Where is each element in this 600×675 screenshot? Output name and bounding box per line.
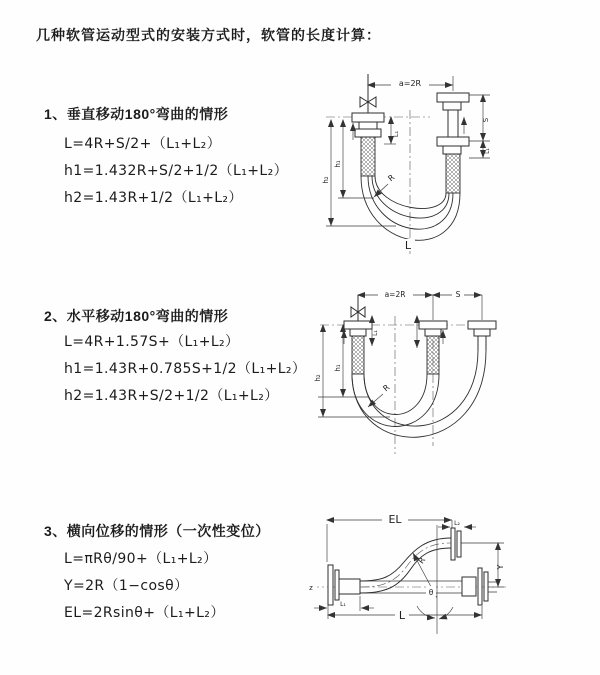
u-bend-hose [361, 176, 460, 240]
length-label: L [404, 239, 412, 252]
radius-leader [374, 173, 397, 197]
dim-l1 [314, 596, 374, 611]
dim-label-l: L [398, 609, 406, 622]
page-title: 几种软管运动型式的安装方式时，软管的长度计算： [36, 27, 381, 43]
valve-icon [351, 295, 365, 321]
angle-theta [417, 586, 453, 619]
s-curve-hose [360, 538, 451, 593]
dim-l1-left [384, 117, 400, 144]
angle-label: θ [428, 588, 434, 597]
braided-hose-section [446, 154, 460, 193]
dim-l2 [438, 520, 476, 527]
dim-label-l1: L₁ [484, 148, 491, 154]
radius-label: R [386, 172, 397, 184]
dim-label-s: S [455, 290, 461, 299]
section3-heading: 3、横向位移的情形（一次性变位） [44, 523, 270, 539]
middle-pipe-fitting [419, 321, 447, 374]
section3-formulas [64, 546, 225, 627]
section2-formulas [64, 329, 306, 410]
formula-line: L=4R+1.57S+（L₁+L₂） [64, 334, 240, 350]
formula-line: EL=2Rsinθ+（L₁+L₂） [64, 605, 225, 621]
axis-mark: z [309, 584, 313, 592]
dim-s [469, 95, 491, 158]
dim-label-l2: L₂ [454, 520, 460, 527]
u-bend-hose [352, 350, 486, 437]
right-pipe-fitting [437, 93, 469, 193]
dim-l1-left [372, 316, 379, 346]
radius-label: R [416, 555, 428, 566]
left-flange [328, 565, 360, 605]
dim-label-l1: L₁ [340, 601, 346, 608]
left-pipe-fitting [352, 113, 384, 176]
dim-label-s: S [482, 117, 490, 123]
section1-heading: 1、垂直移动180°弯曲的情形 [44, 106, 229, 122]
dim-label-l1: L₁ [372, 330, 379, 336]
formula-line: h1=1.43R+0.785S+1/2（L₁+L₂） [64, 361, 307, 377]
dim-s [433, 289, 482, 299]
dim-label-a2r: a=2R [384, 290, 406, 299]
dim-label-h2: h₂ [314, 374, 322, 382]
formula-line: Y=2R（1−cosθ） [64, 578, 189, 594]
right-pipe-fitting [468, 321, 496, 350]
dim-label-a2r: a=2R [398, 79, 422, 88]
braided-hose-section [352, 336, 364, 374]
left-pipe-fitting [344, 321, 372, 374]
dim-label-h1: h₁ [334, 364, 342, 372]
dim-el [327, 512, 452, 562]
dim-l [328, 605, 482, 622]
diagram-horizontal-180-bend [310, 286, 600, 458]
section1-formulas [64, 131, 288, 212]
braided-hose-section [427, 336, 439, 374]
dim-label-l1: L₁ [392, 130, 400, 138]
dim-a2r [368, 76, 453, 91]
dim-label-el: EL [388, 513, 402, 526]
dim-label-h1: h₁ [334, 160, 342, 168]
dim-label-y: Y [496, 564, 505, 570]
formula-line: h2=1.43R+1/2（L₁+L₂） [64, 190, 243, 206]
formula-line: L=πRθ/90+（L₁+L₂） [64, 551, 218, 567]
braided-hose-section [361, 137, 375, 176]
diagram-lateral-displacement [298, 498, 598, 648]
formula-line: L=4R+S/2+（L₁+L₂） [64, 136, 222, 152]
dim-y [488, 543, 505, 587]
formula-line: h2=1.43R+S/2+1/2（L₁+L₂） [64, 388, 279, 404]
upper-flange [451, 528, 504, 560]
valve-icon [360, 74, 376, 113]
diagram-vertical-180-bend [312, 68, 597, 258]
radius-label: R [381, 382, 392, 394]
section2-heading: 2、水平移动180°弯曲的情形 [44, 308, 229, 324]
formula-line: h1=1.432R+S/2+1/2（L₁+L₂） [64, 163, 288, 179]
dim-label-h2: h₂ [322, 176, 330, 184]
